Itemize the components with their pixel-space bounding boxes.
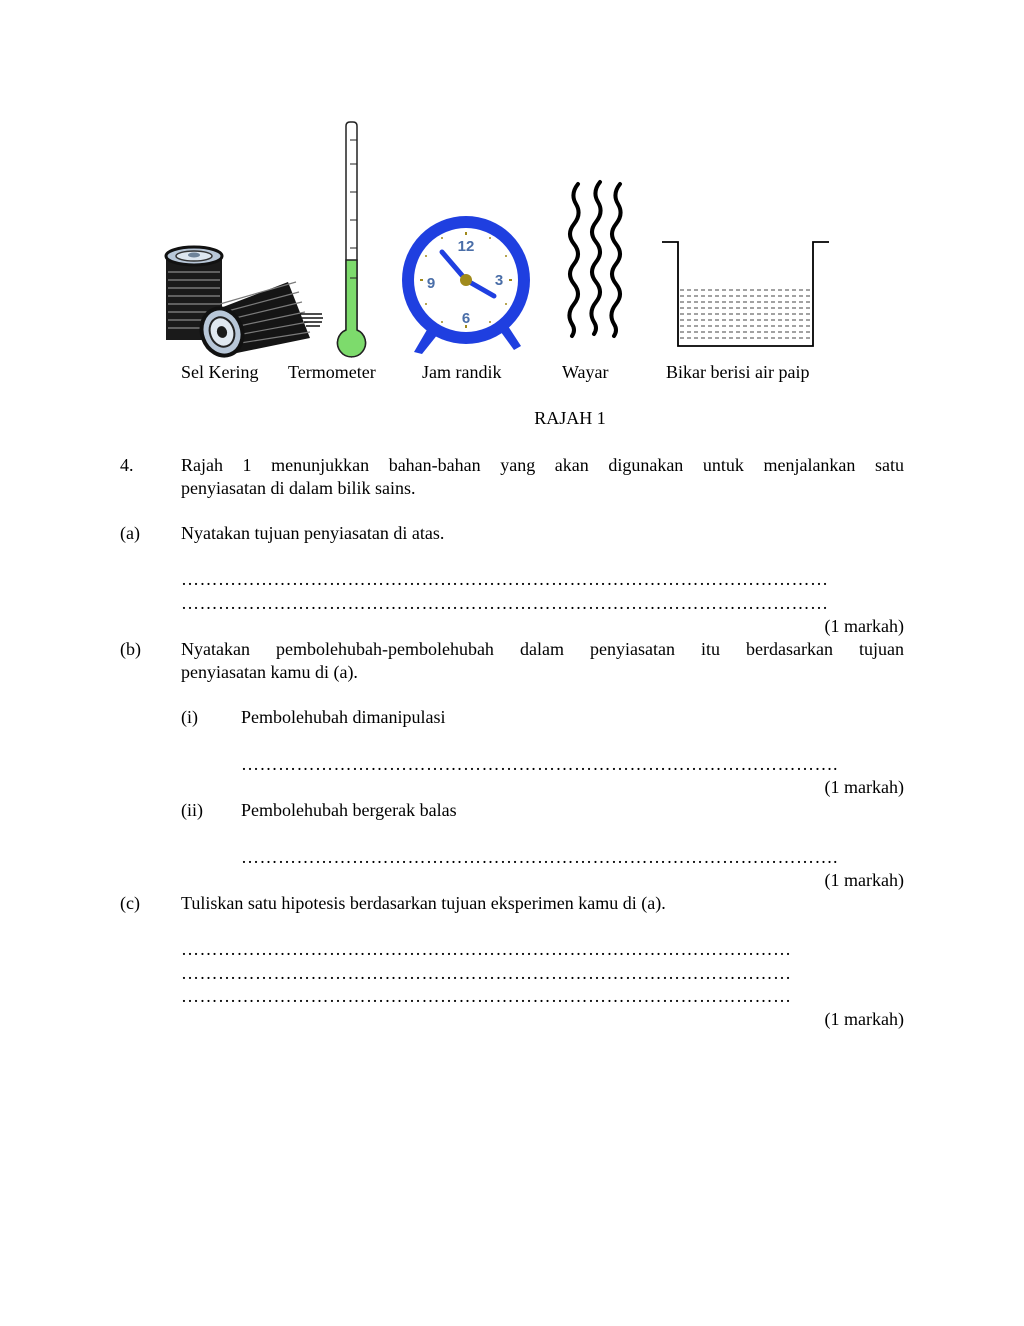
label-jam-randik: Jam randik (422, 362, 502, 382)
thermometer-icon (335, 122, 370, 358)
clock-number-6: 6 (461, 310, 471, 327)
wires-icon (560, 180, 630, 340)
part-b-label: (b) (120, 639, 141, 659)
part-b-ii-marks: (1 markah) (824, 870, 904, 890)
part-a-text: Nyatakan tujuan penyiasatan di atas. (181, 523, 445, 543)
part-b-ii-answer-line[interactable]: ……………………………………………………………………………………. (241, 847, 838, 867)
part-b-i-label: (i) (181, 707, 198, 727)
label-wayar: Wayar (562, 362, 609, 382)
part-c-answer-line-3[interactable]: ……………………………………………………………………………………… (181, 986, 792, 1006)
label-sel-kering: Sel Kering (181, 362, 259, 382)
part-a-marks: (1 markah) (824, 616, 904, 636)
part-a-answer-line-1[interactable]: …………………………………………………………………………………………… (181, 569, 829, 589)
label-termometer: Termometer (288, 362, 376, 382)
part-c-answer-line-1[interactable]: ……………………………………………………………………………………… (181, 939, 792, 959)
part-b-i-answer-line[interactable]: ……………………………………………………………………………………. (241, 754, 838, 774)
label-bikar: Bikar berisi air paip (666, 362, 810, 382)
clock-number-3: 3 (494, 272, 504, 289)
figure-caption: RAJAH 1 (534, 408, 606, 428)
part-b-text-line1: Nyatakan pembolehubah-pembolehubah dalam penyiasatan itu berdasarkan tujuan (181, 639, 904, 659)
clock-number-9: 9 (426, 275, 436, 292)
beaker-with-water-icon (660, 238, 832, 350)
part-b-text-line2: penyiasatan kamu di (a). (181, 662, 358, 682)
part-b-ii-label: (ii) (181, 800, 203, 820)
question-stem-line1: Rajah 1 menunjukkan bahan-bahan yang akan digunakan untuk menjalankan satu (181, 455, 904, 475)
part-c-text: Tuliskan satu hipotesis berdasarkan tujuan eksperimen kamu di (a). (181, 893, 666, 913)
question-stem-line2: penyiasatan di dalam bilik sains. (181, 478, 416, 498)
part-c-marks: (1 markah) (824, 1009, 904, 1029)
part-c-answer-line-2[interactable]: ……………………………………………………………………………………… (181, 963, 792, 983)
part-b-i-text: Pembolehubah dimanipulasi (241, 707, 446, 727)
dry-cell-batteries-icon (160, 242, 325, 357)
question-number: 4. (120, 455, 134, 475)
clock-number-12: 12 (457, 238, 475, 255)
part-a-label: (a) (120, 523, 140, 543)
alarm-clock-icon (398, 210, 533, 358)
part-b-ii-text: Pembolehubah bergerak balas (241, 800, 457, 820)
part-a-answer-line-2[interactable]: …………………………………………………………………………………………… (181, 593, 829, 613)
part-b-i-marks: (1 markah) (824, 777, 904, 797)
part-c-label: (c) (120, 893, 140, 913)
